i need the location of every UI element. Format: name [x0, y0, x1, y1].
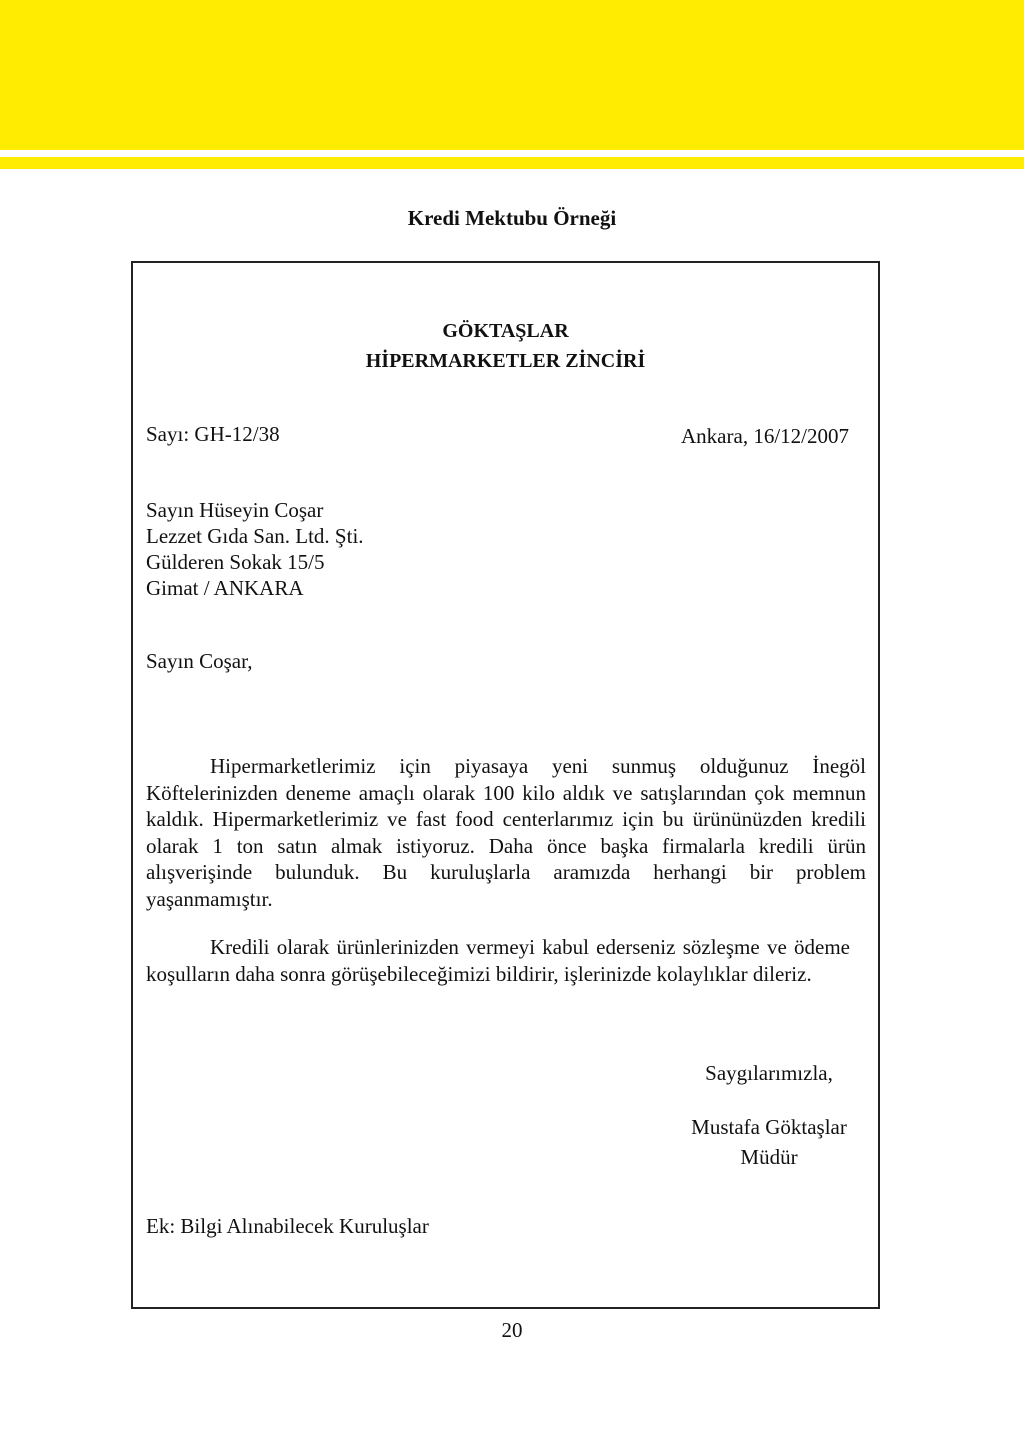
recipient-line: Gimat / ANKARA	[146, 576, 304, 600]
body-paragraph-2	[146, 934, 850, 987]
attachment-note: Ek: Bilgi Alınabilecek Kuruluşlar	[146, 1214, 429, 1238]
letterhead	[131, 316, 880, 376]
recipient-line: Lezzet Gıda San. Ltd. Şti.	[146, 524, 364, 548]
recipient-line: Gülderen Sokak 15/5	[146, 550, 325, 574]
paragraph-text: Kredili olarak ürünlerinizden vermeyi kabul ederseniz sözleşme ve ödeme koşulların daha sonra görüşebileceğimizi bildirir, işlerinizde kolaylıklar dileriz.	[146, 935, 850, 986]
company-subtitle: HİPERMARKETLER ZİNCİRİ	[365, 350, 646, 372]
reference-number: Sayı: GH-12/38	[146, 422, 280, 446]
page-title: Kredi Mektubu Örneği	[407, 206, 617, 230]
header-band	[0, 0, 1024, 150]
body-paragraph-1	[146, 753, 866, 912]
signer-title: Müdür	[740, 1145, 798, 1169]
salutation: Sayın Coşar,	[146, 649, 253, 673]
signature-block	[680, 1112, 858, 1172]
closing: Saygılarımızla,	[705, 1061, 833, 1085]
paragraph-text: Hipermarketlerimiz için piyasaya yeni sunmuş olduğunuz İnegöl Köftelerinizden deneme amaçlı olarak 100 kilo aldık ve satışlarından çok memnun kaldık. Hipermarketlerimiz ve fast food centerlarımız için bu ürününüzden kredili olarak 1 ton satın almak istiyoruz. Daha önce başka firmalarla kredili ürün alışverişinde bulunduk. Bu kuruluşlarla aramızda herhangi bir problem yaşanmamıştır.	[146, 754, 866, 911]
recipient-address	[146, 497, 364, 601]
page-number: 20	[501, 1318, 523, 1342]
signer-name: Mustafa Göktaşlar	[691, 1115, 847, 1139]
company-name: GÖKTAŞLAR	[442, 320, 569, 342]
place-date: Ankara, 16/12/2007	[681, 424, 849, 448]
header-stripe	[0, 157, 1024, 169]
recipient-line: Sayın Hüseyin Coşar	[146, 498, 324, 522]
